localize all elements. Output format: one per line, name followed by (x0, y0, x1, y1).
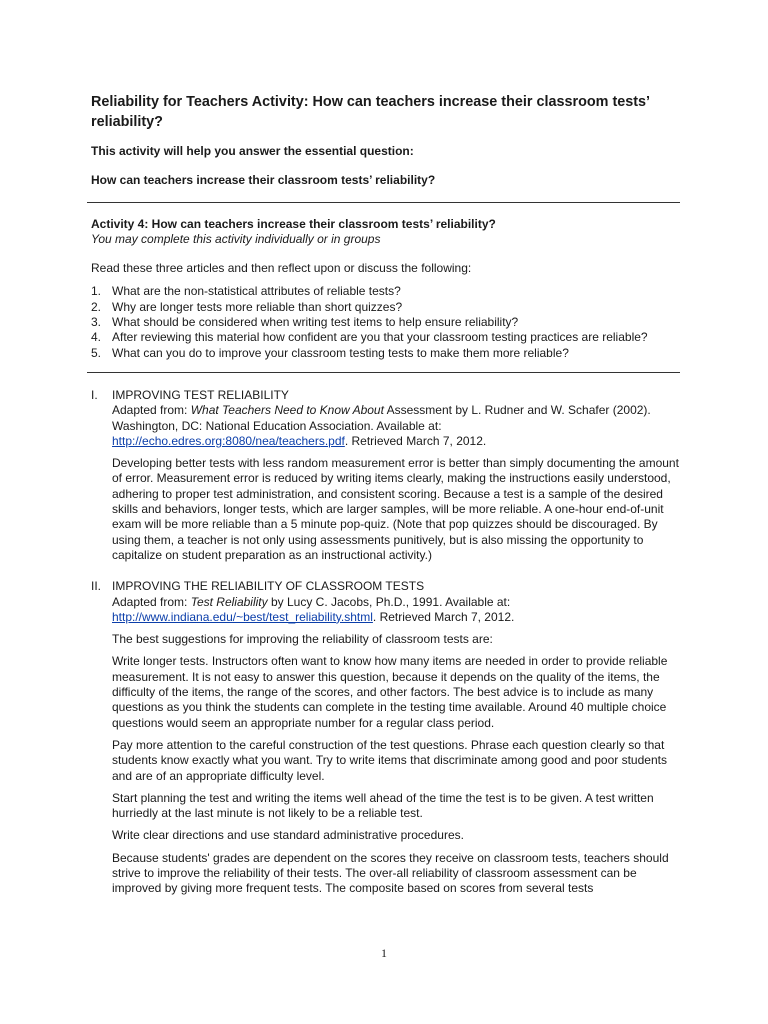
body-paragraph: Start planning the test and writing the items well ahead of the time the test is to be given. A test written hurriedly at the last minute is not likely to be a reliable test. (112, 790, 654, 821)
list-text: What can you do to improve your classroom testing tests to make them more reliable? (112, 345, 569, 360)
activity-note: You may complete this activity individually or in groups (91, 231, 381, 246)
retrieved-date: . Retrieved March 7, 2012. (344, 433, 487, 448)
adapted-prefix: Adapted from: (112, 403, 191, 418)
source-title: What Teachers Need to Know About (190, 403, 384, 418)
section-heading: IMPROVING THE RELIABILITY OF CLASSROOM TESTS (112, 579, 425, 594)
list-text: What are the non-statistical attributes of reliable tests? (112, 284, 401, 299)
question-list (91, 284, 681, 360)
activity-title: Activity 4: How can teachers increase their classroom tests’ reliability? (91, 216, 496, 231)
list-item (91, 315, 681, 330)
body-paragraph: Because students' grades are dependent on the scores they receive on classroom tests, teachers should strive to improve the reliability of their tests. The over-all reliability of classroom assessment can be improved by giving more frequent tests. The composite based on scores from several tests (112, 850, 669, 896)
list-text: After reviewing this material how confident are you that your classroom testing practices are reliable? (112, 330, 648, 345)
source-link[interactable]: http://echo.edres.org:8080/nea/teachers.pdf (112, 433, 345, 448)
activity-lead: Read these three articles and then reflect upon or discuss the following: (91, 261, 472, 276)
list-number: 5. (91, 345, 102, 360)
section-body (112, 579, 681, 896)
list-item (91, 300, 681, 315)
document-page (91, 92, 681, 897)
body-paragraph: The best suggestions for improving the reliability of classroom tests are: (112, 632, 493, 647)
list-item (91, 330, 681, 345)
list-text: Why are longer tests more reliable than short quizzes? (112, 299, 403, 314)
list-item (91, 346, 681, 361)
source-rest: by L. Rudner and W. Schafer (2002). Washington, DC: National Education Association. Available at: (112, 403, 651, 433)
section-improving-classroom-tests (91, 579, 681, 896)
section-number: I. (91, 387, 98, 402)
body-paragraph: Write longer tests. Instructors often want to know how many items are needed in order to provide reliable measurement. It is not easy to answer this question, because it depends on the quality of the items, the difficulty of the items, the range of the scores, and other factors. The best advice is to include as many questions as you think the students can complete in the testing time available. Around 40 multiple choice questions would seem an appropriate number for a regular class period. (112, 654, 668, 730)
adapted-prefix: Adapted from: (112, 594, 191, 609)
list-number: 2. (91, 299, 102, 314)
divider-top (87, 202, 680, 203)
section-body (112, 388, 681, 563)
body-paragraph: Pay more attention to the careful construction of the test questions. Phrase each question clearly so that students know exactly what you want. Try to write items that discriminate among good and poor students and are of an appropriate difficulty level. (112, 737, 667, 783)
source-citation (112, 595, 681, 626)
list-text: What should be considered when writing test items to help ensure reliability? (112, 315, 519, 330)
body-paragraph: Write clear directions and use standard administrative procedures. (112, 828, 464, 843)
intro-text: This activity will help you answer the essential question: (91, 144, 414, 158)
section-heading: IMPROVING TEST RELIABILITY (112, 387, 289, 402)
retrieved-date: . Retrieved March 7, 2012. (372, 609, 515, 624)
document-title: Reliability for Teachers Activity: How can teachers increase their classroom tests’ reliability? (91, 94, 650, 130)
list-number: 3. (91, 315, 102, 330)
source-title: Test Reliability (190, 594, 268, 609)
list-item (91, 284, 681, 299)
divider-bottom (87, 372, 680, 373)
source-link[interactable]: http://www.indiana.edu/~best/test_reliability.shtml (112, 609, 373, 624)
essential-question: How can teachers increase their classroom tests’ reliability? (91, 173, 436, 188)
section-number: II. (91, 579, 102, 594)
section-improving-test-reliability (91, 388, 681, 563)
list-number: 4. (91, 330, 102, 345)
body-paragraph: Developing better tests with less random measurement error is better than simply documenting the amount of error. Measurement error is reduced by writing items clearly, making the instructions easily understood, adhering to proper test administration, and consistent scoring. Because a test is a sample of the desired skills and behaviors, longer tests, which are larger samples, will be more reliable. A one-hour end-of-unit exam will be more reliable than a 5 minute pop-quiz. (Note that pop quizzes should be discouraged. By using them, a teacher is not only using assessments punitively, but is also missing the opportunity to capitalize on student preparation as an instructional activity.) (112, 456, 679, 562)
source-citation (112, 403, 681, 449)
source-rest: by Lucy C. Jacobs, Ph.D., 1991. Available at: (267, 594, 511, 609)
page-number: 1 (381, 946, 387, 960)
list-number: 1. (91, 284, 102, 299)
source-word: Assessment (383, 403, 452, 418)
